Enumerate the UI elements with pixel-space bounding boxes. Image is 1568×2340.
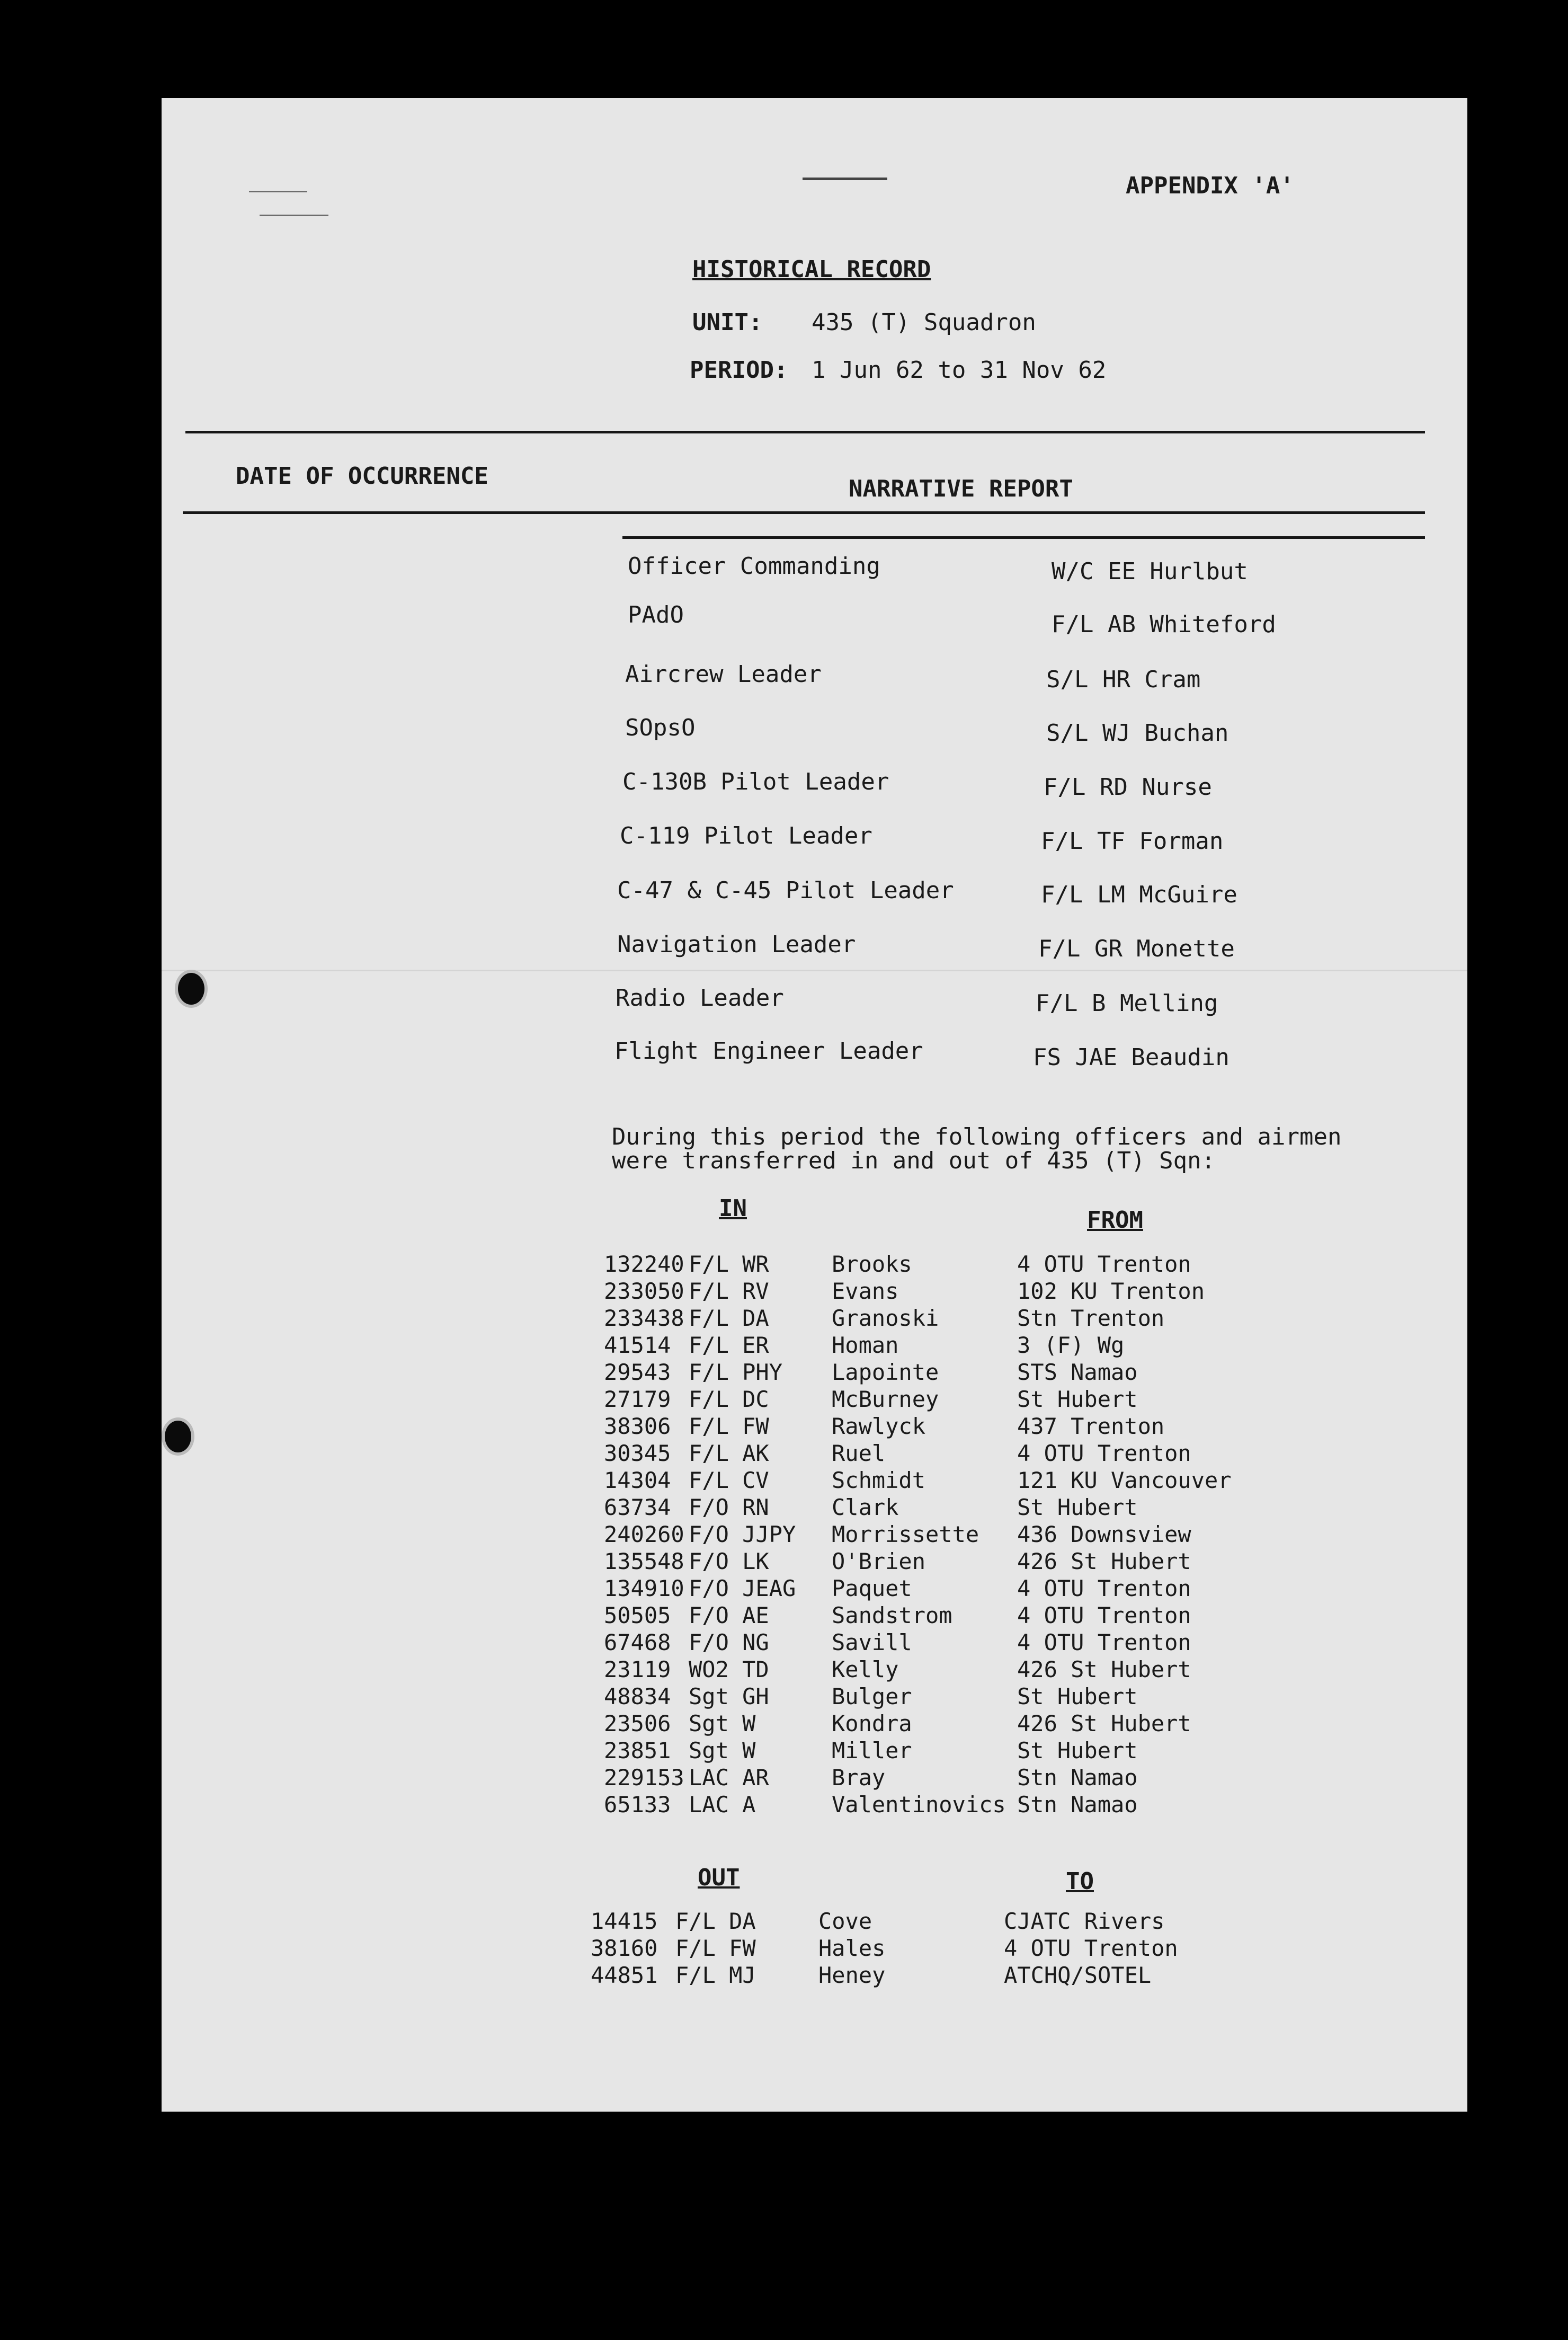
appointment-role: C-130B Pilot Leader: [622, 768, 889, 795]
rank-initials: LAC AR: [689, 1765, 769, 1791]
rank-initials: F/O LK: [689, 1548, 769, 1574]
service-number: 65133: [604, 1792, 671, 1818]
surname: Hales: [818, 1935, 886, 1961]
document-page: [162, 98, 1467, 2112]
header-rule-top: [185, 431, 1425, 433]
service-number: 132240: [604, 1251, 684, 1277]
table-row: [604, 1413, 1261, 1440]
rank-initials: F/L DC: [689, 1386, 769, 1412]
service-number: 240260: [604, 1521, 684, 1547]
fold-crease: [162, 970, 1467, 971]
rank-initials: Sgt W: [689, 1738, 756, 1763]
surname: Ruel: [832, 1440, 886, 1466]
transfers-out-table: [591, 1908, 1248, 1989]
unit: ATCHQ/SOTEL: [1004, 1962, 1152, 1988]
surname: Kondra: [832, 1710, 912, 1736]
service-number: 14415: [591, 1908, 658, 1934]
surname: O'Brien: [832, 1548, 926, 1574]
surname: Savill: [832, 1629, 912, 1655]
rank-initials: F/L FW: [689, 1413, 769, 1439]
surname: Clark: [832, 1494, 899, 1520]
rank-initials: F/O NG: [689, 1629, 769, 1655]
service-number: 44851: [591, 1962, 658, 1988]
service-number: 67468: [604, 1629, 671, 1655]
period-value: 1 Jun 62 to 31 Nov 62: [812, 357, 1107, 384]
punch-hole-lower: [162, 1417, 194, 1456]
table-row: [591, 1935, 1248, 1962]
table-row: [591, 1962, 1248, 1989]
top-center-smudge: [803, 178, 887, 180]
table-row: [604, 1467, 1261, 1494]
rank-initials: Sgt W: [689, 1710, 756, 1736]
surname: Brooks: [832, 1251, 912, 1277]
unit: 4 OTU Trenton: [1017, 1440, 1191, 1466]
surname: Cove: [818, 1908, 872, 1934]
unit: 4 OTU Trenton: [1017, 1602, 1191, 1628]
appointment-holder: F/L RD Nurse: [1044, 774, 1212, 801]
table-row: [604, 1521, 1261, 1548]
service-number: 23119: [604, 1656, 671, 1682]
surname: Sandstrom: [832, 1602, 952, 1628]
surname: Evans: [832, 1278, 899, 1304]
unit: 436 Downsview: [1017, 1521, 1191, 1547]
appointment-role: Aircrew Leader: [625, 661, 822, 688]
unit: 437 Trenton: [1017, 1413, 1165, 1439]
table-row: [604, 1494, 1261, 1521]
unit: 4 OTU Trenton: [1017, 1575, 1191, 1601]
service-number: 29543: [604, 1359, 671, 1385]
header-rule-mid: [183, 511, 1425, 514]
surname: Kelly: [832, 1656, 899, 1682]
unit: 426 St Hubert: [1017, 1656, 1191, 1682]
table-row: [604, 1629, 1261, 1656]
rank-initials: F/L DA: [675, 1908, 756, 1934]
service-number: 48834: [604, 1683, 671, 1709]
surname: Bray: [832, 1765, 886, 1791]
table-row: [604, 1764, 1261, 1791]
appointment-holder: F/L GR Monette: [1038, 935, 1235, 962]
service-number: 14304: [604, 1467, 671, 1493]
document-title: HISTORICAL RECORD: [692, 256, 931, 283]
table-row: [604, 1791, 1261, 1818]
from-heading: FROM: [1087, 1207, 1143, 1234]
date-of-occurrence-header: DATE OF OCCURRENCE: [236, 463, 488, 490]
unit: Stn Namao: [1017, 1792, 1138, 1818]
rank-initials: LAC A: [689, 1792, 756, 1818]
appointment-role: Radio Leader: [616, 985, 784, 1012]
surname: Lapointe: [832, 1359, 939, 1385]
unit: Stn Namao: [1017, 1765, 1138, 1791]
unit: St Hubert: [1017, 1494, 1138, 1520]
rank-initials: F/L DA: [689, 1305, 769, 1331]
unit: CJATC Rivers: [1004, 1908, 1165, 1934]
table-row: [604, 1602, 1261, 1629]
top-left-smudge-2: [260, 215, 328, 216]
appointment-role: Officer Commanding: [628, 553, 880, 580]
unit: 102 KU Trenton: [1017, 1278, 1205, 1304]
unit: 121 KU Vancouver: [1017, 1467, 1232, 1493]
surname: Paquet: [832, 1575, 912, 1601]
appointment-role: SOpsO: [625, 714, 696, 741]
rank-initials: F/O JEAG: [689, 1575, 796, 1601]
service-number: 38160: [591, 1935, 658, 1961]
surname: McBurney: [832, 1386, 939, 1412]
rank-initials: Sgt GH: [689, 1683, 769, 1709]
unit-value: 435 (T) Squadron: [812, 309, 1036, 336]
narrative-report-header: NARRATIVE REPORT: [849, 475, 1073, 502]
rank-initials: F/L FW: [675, 1935, 756, 1961]
appointment-role: Flight Engineer Leader: [614, 1038, 923, 1065]
surname: Homan: [832, 1332, 899, 1358]
appointment-role: PAdO: [628, 601, 684, 628]
unit: 3 (F) Wg: [1017, 1332, 1125, 1358]
unit-label: UNIT:: [692, 309, 763, 336]
unit: 426 St Hubert: [1017, 1710, 1191, 1736]
transfer-intro-line1: During this period the following officers and airmen: [612, 1123, 1342, 1150]
appointment-holder: F/L AB Whiteford: [1052, 611, 1276, 638]
surname: Heney: [818, 1962, 886, 1988]
top-left-smudge: [249, 191, 307, 192]
appointment-holder: FS JAE Beaudin: [1033, 1044, 1230, 1071]
rank-initials: F/L WR: [689, 1251, 769, 1277]
appointment-role: C-47 & C-45 Pilot Leader: [617, 877, 954, 904]
table-row: [604, 1548, 1261, 1575]
appointment-holder: F/L TF Forman: [1041, 828, 1224, 855]
appointment-role: Navigation Leader: [617, 931, 856, 958]
surname: Rawlyck: [832, 1413, 926, 1439]
unit: 4 OTU Trenton: [1017, 1251, 1191, 1277]
punch-hole-upper: [175, 970, 208, 1008]
service-number: 23506: [604, 1710, 671, 1736]
service-number: 41514: [604, 1332, 671, 1358]
service-number: 63734: [604, 1494, 671, 1520]
unit: 4 OTU Trenton: [1017, 1629, 1191, 1655]
service-number: 30345: [604, 1440, 671, 1466]
unit: St Hubert: [1017, 1683, 1138, 1709]
table-row: [604, 1683, 1261, 1710]
service-number: 134910: [604, 1575, 684, 1601]
table-row: [604, 1278, 1261, 1305]
table-row: [604, 1656, 1261, 1683]
unit: St Hubert: [1017, 1386, 1138, 1412]
table-row: [604, 1359, 1261, 1386]
unit: STS Namao: [1017, 1359, 1138, 1385]
period-label: PERIOD:: [690, 357, 788, 384]
appointment-holder: S/L WJ Buchan: [1046, 720, 1229, 747]
table-row: [604, 1332, 1261, 1359]
appendix-label: APPENDIX 'A': [1126, 172, 1294, 199]
rank-initials: F/O RN: [689, 1494, 769, 1520]
appointment-holder: F/L B Melling: [1036, 990, 1218, 1017]
surname: Miller: [832, 1738, 912, 1763]
service-number: 233050: [604, 1278, 684, 1304]
table-row: [604, 1386, 1261, 1413]
surname: Valentinovics: [832, 1792, 1006, 1818]
appointment-holder: F/L LM McGuire: [1041, 881, 1237, 908]
service-number: 233438: [604, 1305, 684, 1331]
table-row: [604, 1710, 1261, 1737]
unit: 4 OTU Trenton: [1004, 1935, 1178, 1961]
rank-initials: F/L MJ: [675, 1962, 756, 1988]
transfers-in-table: [604, 1251, 1261, 1818]
service-number: 27179: [604, 1386, 671, 1412]
rank-initials: F/O AE: [689, 1602, 769, 1628]
rank-initials: WO2 TD: [689, 1656, 769, 1682]
service-number: 229153: [604, 1765, 684, 1791]
appointment-role: C-119 Pilot Leader: [620, 822, 872, 849]
surname: Morrissette: [832, 1521, 979, 1547]
rank-initials: F/L ER: [689, 1332, 769, 1358]
out-heading: OUT: [698, 1864, 740, 1891]
table-row: [604, 1251, 1261, 1278]
unit: Stn Trenton: [1017, 1305, 1165, 1331]
rank-initials: F/O JJPY: [689, 1521, 796, 1547]
header-rule-bottom: [622, 536, 1425, 539]
appointment-holder: S/L HR Cram: [1046, 666, 1201, 693]
surname: Schmidt: [832, 1467, 926, 1493]
rank-initials: F/L AK: [689, 1440, 769, 1466]
rank-initials: F/L PHY: [689, 1359, 783, 1385]
service-number: 135548: [604, 1548, 684, 1574]
table-row: [604, 1575, 1261, 1602]
appointment-holder: W/C EE Hurlbut: [1052, 558, 1248, 585]
unit: St Hubert: [1017, 1738, 1138, 1763]
transfer-intro-line2: were transferred in and out of 435 (T) Sqn:: [612, 1147, 1216, 1174]
service-number: 50505: [604, 1602, 671, 1628]
surname: Granoski: [832, 1305, 939, 1331]
service-number: 23851: [604, 1738, 671, 1763]
rank-initials: F/L RV: [689, 1278, 769, 1304]
table-row: [604, 1305, 1261, 1332]
table-row: [591, 1908, 1248, 1935]
rank-initials: F/L CV: [689, 1467, 769, 1493]
service-number: 38306: [604, 1413, 671, 1439]
to-heading: TO: [1066, 1868, 1094, 1895]
unit: 426 St Hubert: [1017, 1548, 1191, 1574]
surname: Bulger: [832, 1683, 912, 1709]
table-row: [604, 1440, 1261, 1467]
in-heading: IN: [719, 1195, 747, 1222]
table-row: [604, 1737, 1261, 1764]
